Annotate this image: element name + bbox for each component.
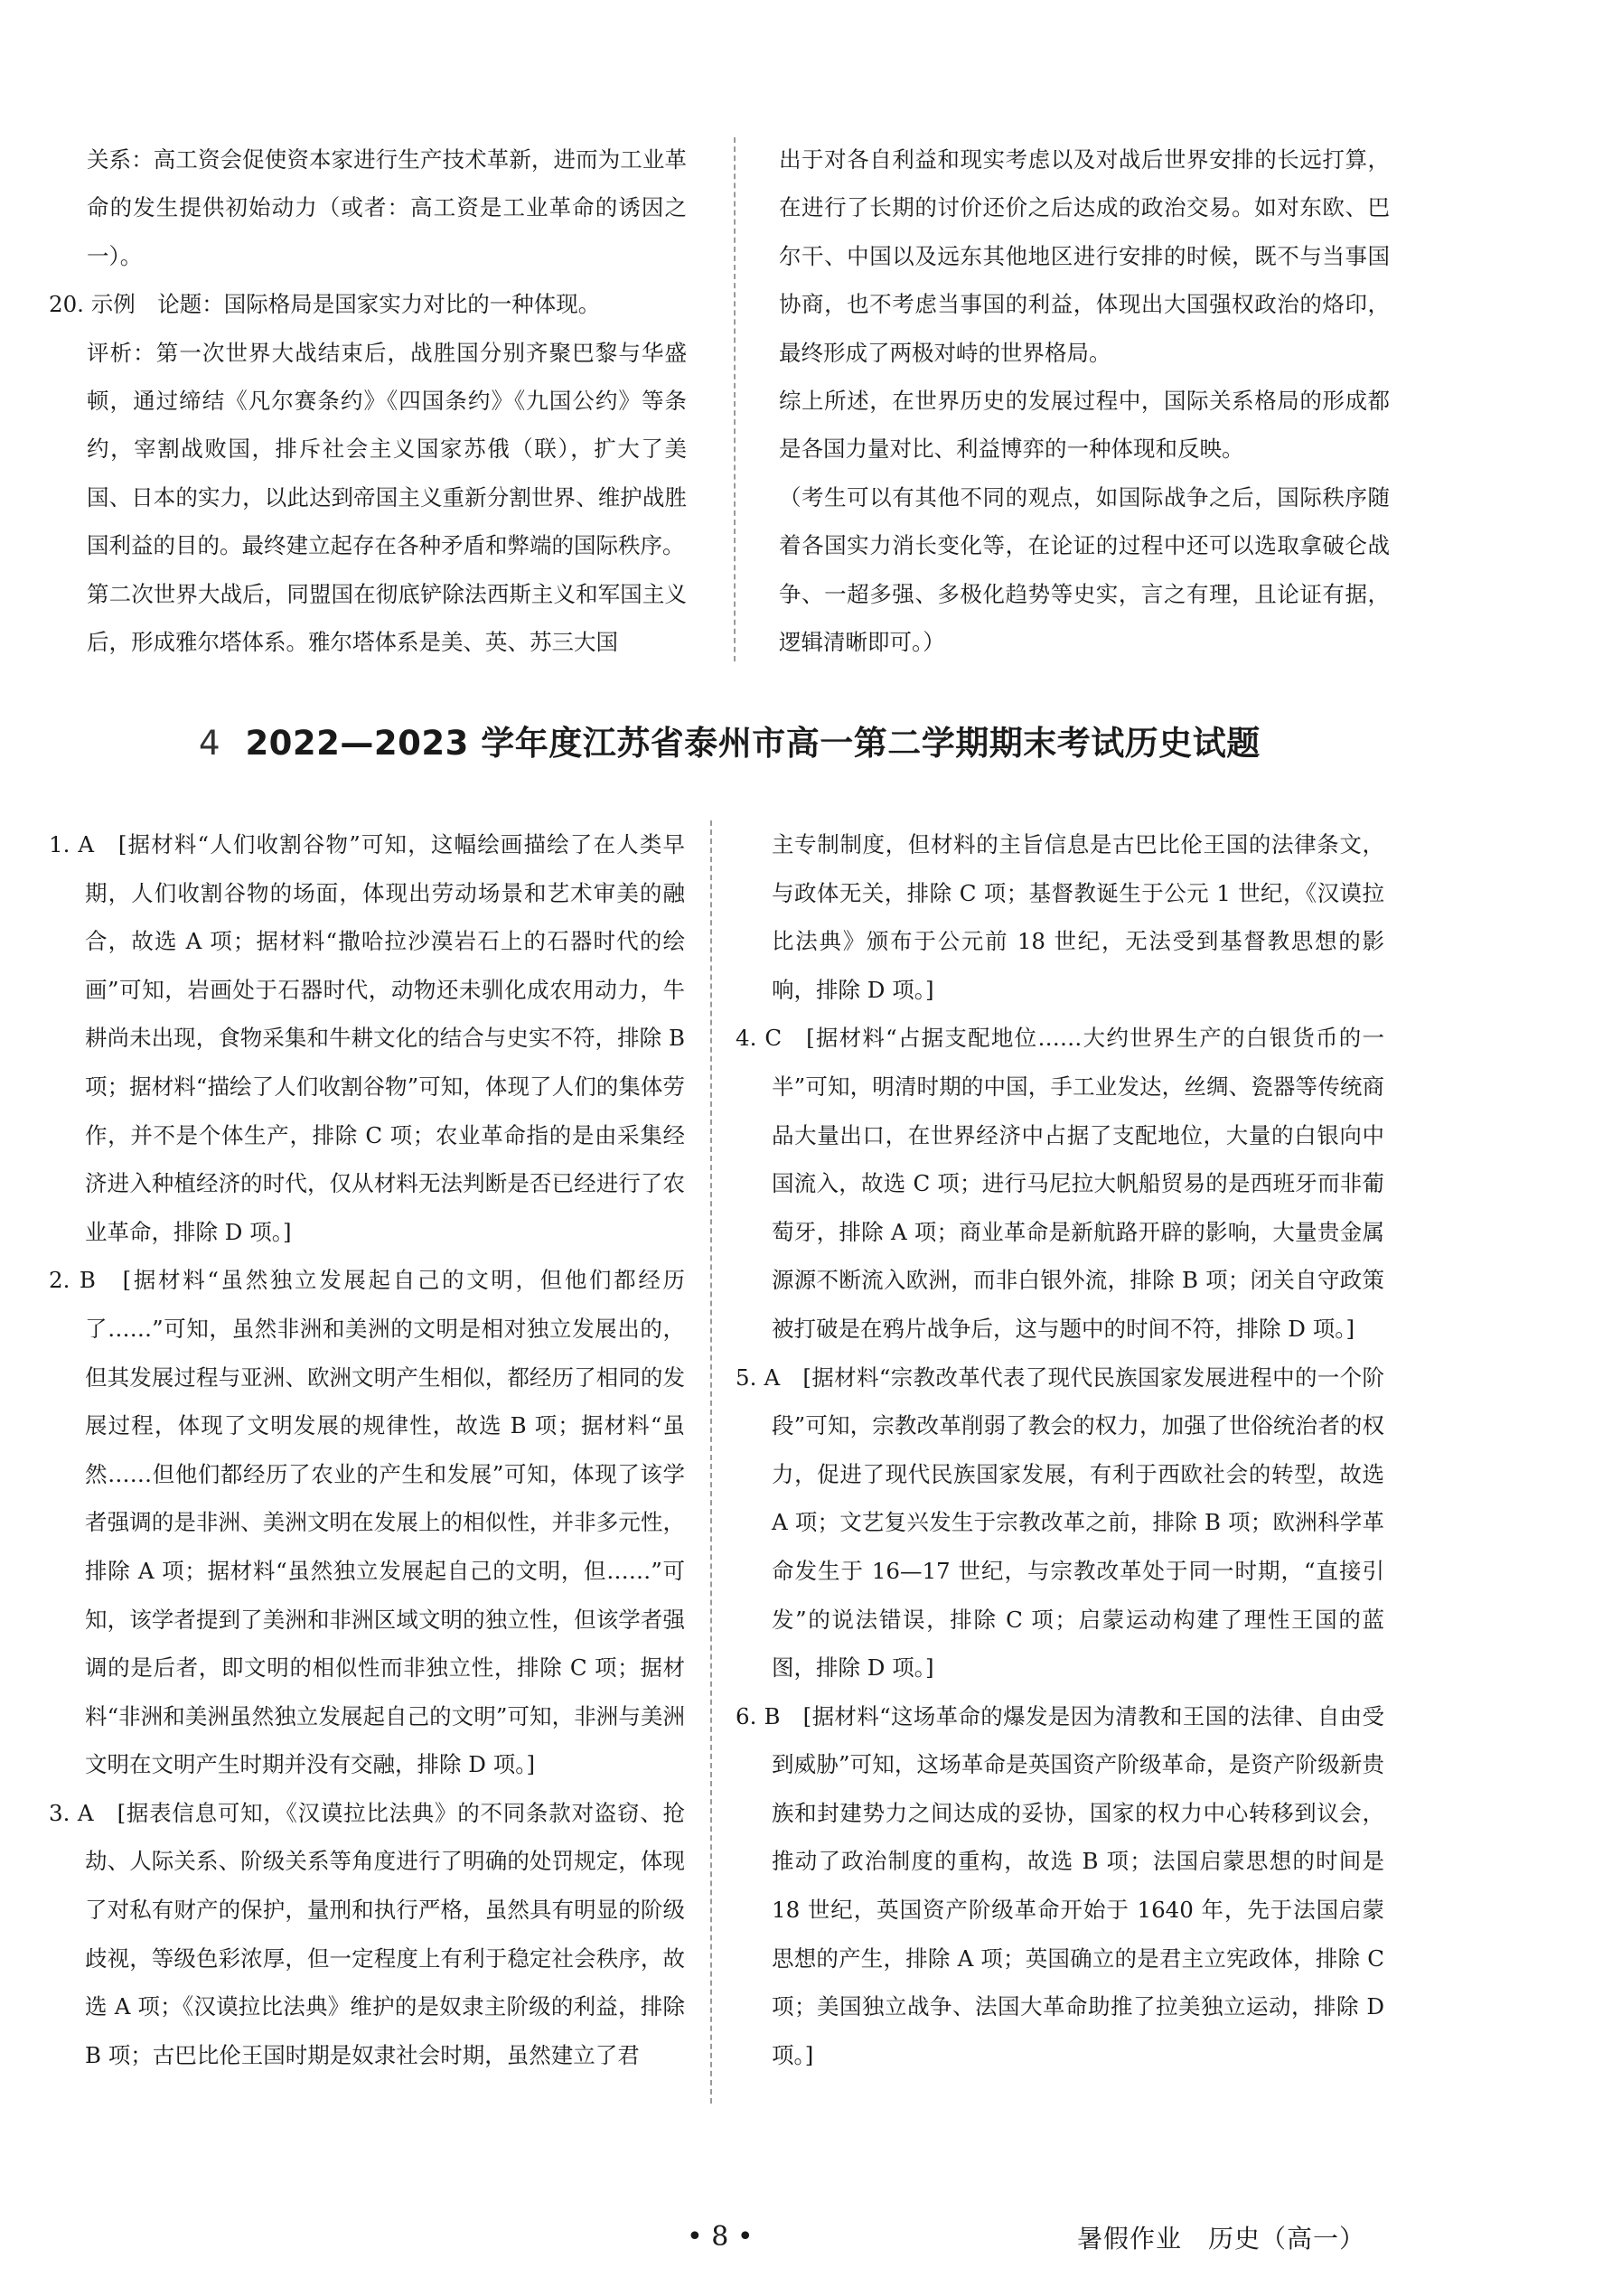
answer-1: 1. A [据材料“人们收割谷物”可知，这幅绘画描绘了在人类早期，人们收割谷物的场面，体现出劳动场景和艺术审美的融合，故选 A 项；据材料“撒哈拉沙漠岩石上的石器时代的绘画”可知，岩画处于石器时代，动物还未驯化成农用动力，牛耕尚未出现，食物采集和牛耕文化的结合与史实不符，排除 B 项；据材料“描绘了人们收割谷物”可知，体现了人们的集体劳作，并不是个体生产，排除 C 项；农业革命指的是由采集经济进入种植经济的时代，仅从材料无法判断是否已经进行了农业革命，排除 D 项。] xyxy=(49,831,685,1245)
top-left-column xyxy=(49,136,687,666)
answer-5: 5. A [据材料“宗教改革代表了现代民族国家发展进程中的一个阶段”可知，宗教改革削弱了教会的权力，加强了世俗统治者的权力，促进了现代民族国家发展，有利于西欧社会的转型，故选 A 项；文艺复兴发生于宗教改革之前，排除 B 项；欧洲科学革命发生于 16—17 世纪，与宗教改革处于同一时期，“直接引发”的说法错误，排除 C 项；启蒙运动构建了理性王国的蓝图，排除 D 项。] xyxy=(736,1364,1384,1682)
footer-book-title: 暑假作业 历史（高一） xyxy=(1077,2224,1366,2254)
answer-2: 2. B [据材料“虽然独立发展起自己的文明，但他们都经历了……”可知，虽然非洲和美洲的文明是相对独立发展出的，但其发展过程与亚洲、欧洲文明产生相似，都经历了相同的发展过程，体现了文明发展的规律性，故选 B 项；据材料“虽然……但他们都经历了农业的产生和发展”可知，体现了该学者强调的是非洲、美洲文明在发展上的相似性，并非多元性，排除 A 项；据材料“虽然独立发展起自己的文明，但……”可知，该学者提到了美洲和非洲区域文明的独立性，但该学者强调的是后者，即文明的相似性而非独立性，排除 C 项；据材料“非洲和美洲虽然独立发展起自己的文明”可知，非洲与美洲文明在文明产生时期并没有交融，排除 D 项。] xyxy=(49,1267,685,1778)
section-title: 2022—2023 学年度江苏省泰州市高一第二学期期末考试历史试题 xyxy=(245,724,1261,763)
paragraph-q20-analysis: 评析：第一次世界大战结束后，战胜国分别齐聚巴黎与华盛顿，通过缔结《凡尔赛条约》《四国条约》《九国公约》等条约，宰割战败国，排斥社会主义国家苏俄（联），扩大了美国、日本的实力，以此达到帝国主义重新分割世界、维护战胜国利益的目的。最终建立起存在各种矛盾和弊端的国际秩序。 xyxy=(87,339,687,559)
answers-right-column xyxy=(736,820,1384,2079)
answer-3-continued: 主专制制度，但材料的主旨信息是古巴比伦王国的法律条文，与政体无关，排除 C 项；基督教诞生于公元 1 世纪，《汉谟拉比法典》颁布于公元前 18 世纪，无法受到基督教思想的影响，排除 D 项。] xyxy=(772,831,1384,1003)
paragraph-q20-thesis: 20. 示例 论题：国际格局是国家实力对比的一种体现。 xyxy=(49,291,601,318)
paragraph-conclusion: 综上所述，在世界历史的发展过程中，国际关系格局的形成都是各国力量对比、利益博弈的一种体现和反映。 xyxy=(779,388,1390,463)
page-number: • 8 • xyxy=(687,2221,754,2253)
paragraph-yalta-continued: 出于对各自利益和现实考虑以及对战后世界安排的长远打算，在进行了长期的讨价还价之后达成的政治交易。如对东欧、巴尔干、中国以及远东其他地区进行安排的时候，既不与当事国协商，也不考虑当事国的利益，体现出大国强权政治的烙印，最终形成了两极对峙的世界格局。 xyxy=(779,146,1390,366)
answers-left-column xyxy=(49,820,685,2079)
column-divider-top xyxy=(734,137,736,661)
answer-3: 3. A [据表信息可知，《汉谟拉比法典》的不同条款对盗窃、抢劫、人际关系、阶级关系等角度进行了明确的处罚规定，体现了对私有财产的保护，量刑和执行严格，虽然具有明显的阶级歧视，等级色彩浓厚，但一定程度上有利于稳定社会秩序，故选 A 项；《汉谟拉比法典》维护的是奴隶主阶级的利益，排除 B 项；古巴比伦王国时期是奴隶社会时期，虽然建立了君 xyxy=(49,1799,685,2068)
section-number: 4 xyxy=(199,724,221,763)
paragraph-q20-wwii: 第二次世界大战后，同盟国在彻底铲除法西斯主义和军国主义后，形成雅尔塔体系。雅尔塔体系是美、英、苏三大国 xyxy=(87,580,687,656)
section-heading xyxy=(199,716,1410,764)
paragraph-note: （考生可以有其他不同的观点，如国际战争之后，国际秩序随着各国实力消长变化等，在论证的过程中还可以选取拿破仑战争、一超多强、多极化趋势等史实，言之有理，且论证有据，逻辑清晰即可。） xyxy=(779,483,1390,656)
paragraph-relationship: 关系：高工资会促使资本家进行生产技术革新，进而为工业革命的发生提供初始动力（或者：高工资是工业革命的诱因之一）。 xyxy=(87,146,687,269)
column-divider-bottom xyxy=(710,820,712,2104)
answer-4: 4. C [据材料“占据支配地位……大约世界生产的白银货币的一半”可知，明清时期的中国，手工业发达，丝绸、瓷器等传统商品大量出口，在世界经济中占据了支配地位，大量的白银向中国流入，故选 C 项；进行马尼拉大帆船贸易的是西班牙而非葡萄牙，排除 A 项；商业革命是新航路开辟的影响，大量贵金属源源不断流入欧洲，而非白银外流，排除 B 项；闭关自守政策被打破是在鸦片战争后，这与题中的时间不符，排除 D 项。] xyxy=(736,1025,1384,1342)
top-right-column xyxy=(779,136,1390,666)
answer-6: 6. B [据材料“这场革命的爆发是因为清教和王国的法律、自由受到威胁”可知，这场革命是英国资产阶级革命，是资产阶级新贵族和封建势力之间达成的妥协，国家的权力中心转移到议会，推动了政治制度的重构，故选 B 项；法国启蒙思想的时间是 18 世纪，英国资产阶级革命开始于 1640 年，先于法国启蒙思想的产生，排除 A 项；英国确立的是君主立宪政体，排除 C 项；美国独立战争、法国大革命助推了拉美独立运动，排除 D 项。] xyxy=(736,1702,1384,2068)
